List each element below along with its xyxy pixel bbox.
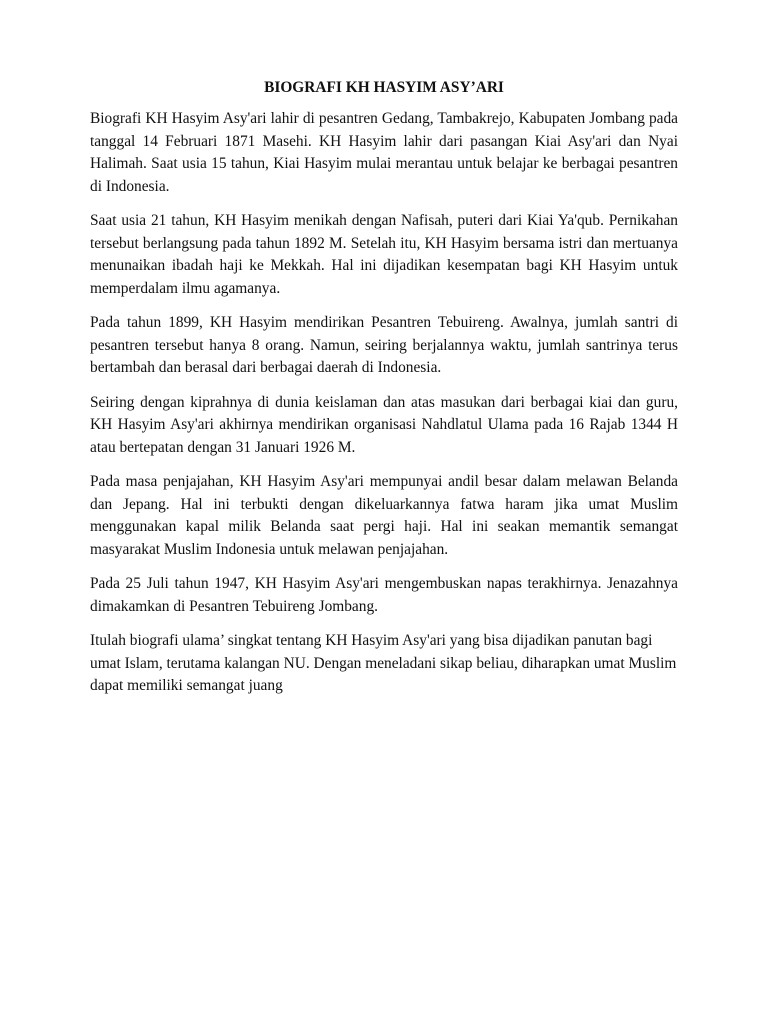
paragraph-colonial-era: Pada masa penjajahan, KH Hasyim Asy'ari mempunyai andil besar dalam melawan Belanda dan Jepang. Hal ini terbukti dengan dikeluarkannya fatwa haram jika umat Muslim menggunakan kapal milik Belanda saat pergi haji. Hal ini seakan memantik semangat masyarakat Muslim Indonesia untuk melawan penjajahan. (90, 473, 678, 558)
document-title: BIOGRAFI KH HASYIM ASY’ARI (264, 79, 504, 96)
paragraph-death: Pada 25 Juli tahun 1947, KH Hasyim Asy'ari mengembuskan napas terakhirnya. Jenazahnya dimakamkan di Pesantren Tebuireng Jombang. (90, 575, 678, 615)
paragraph-nahdlatul-ulama: Seiring dengan kiprahnya di dunia keislaman dan atas masukan dari berbagai kiai dan guru, KH Hasyim Asy'ari akhirnya mendirikan organisasi Nahdlatul Ulama pada 16 Rajab 1344 H atau bertepatan dengan 31 Januari 1926 M. (90, 393, 678, 456)
paragraph-marriage: Saat usia 21 tahun, KH Hasyim menikah dengan Nafisah, puteri dari Kiai Ya'qub. Pernikahan tersebut berlangsung pada tahun 1892 M. Setelah itu, KH Hasyim bersama istri dan mertuanya menunaikan ibadah haji ke Mekkah. Hal ini dijadikan kesempatan bagi KH Hasyim untuk memperdalam ilmu agamanya. (90, 212, 678, 297)
paragraph-birth: Biografi KH Hasyim Asy'ari lahir di pesantren Gedang, Tambakrejo, Kabupaten Jombang pada tanggal 14 Februari 1871 Masehi. KH Hasyim lahir dari pasangan Kiai Asy'ari dan Nyai Halimah. Saat usia 15 tahun, Kiai Hasyim mulai merantau untuk belajar ke berbagai pesantren di Indonesia. (90, 110, 678, 195)
paragraph-pesantren: Pada tahun 1899, KH Hasyim mendirikan Pesantren Tebuireng. Awalnya, jumlah santri di pesantren tersebut hanya 8 orang. Namun, seiring berjalannya waktu, jumlah santrinya terus bertambah dan berasal dari berbagai daerah di Indonesia. (90, 314, 678, 376)
paragraph-conclusion: Itulah biografi ulama’ singkat tentang KH Hasyim Asy'ari yang bisa dijadikan panutan bagi umat Islam, terutama kalangan NU. Dengan meneladani sikap beliau, diharapkan umat Muslim dapat memiliki semangat juang (90, 632, 677, 694)
document-body (90, 77, 678, 710)
